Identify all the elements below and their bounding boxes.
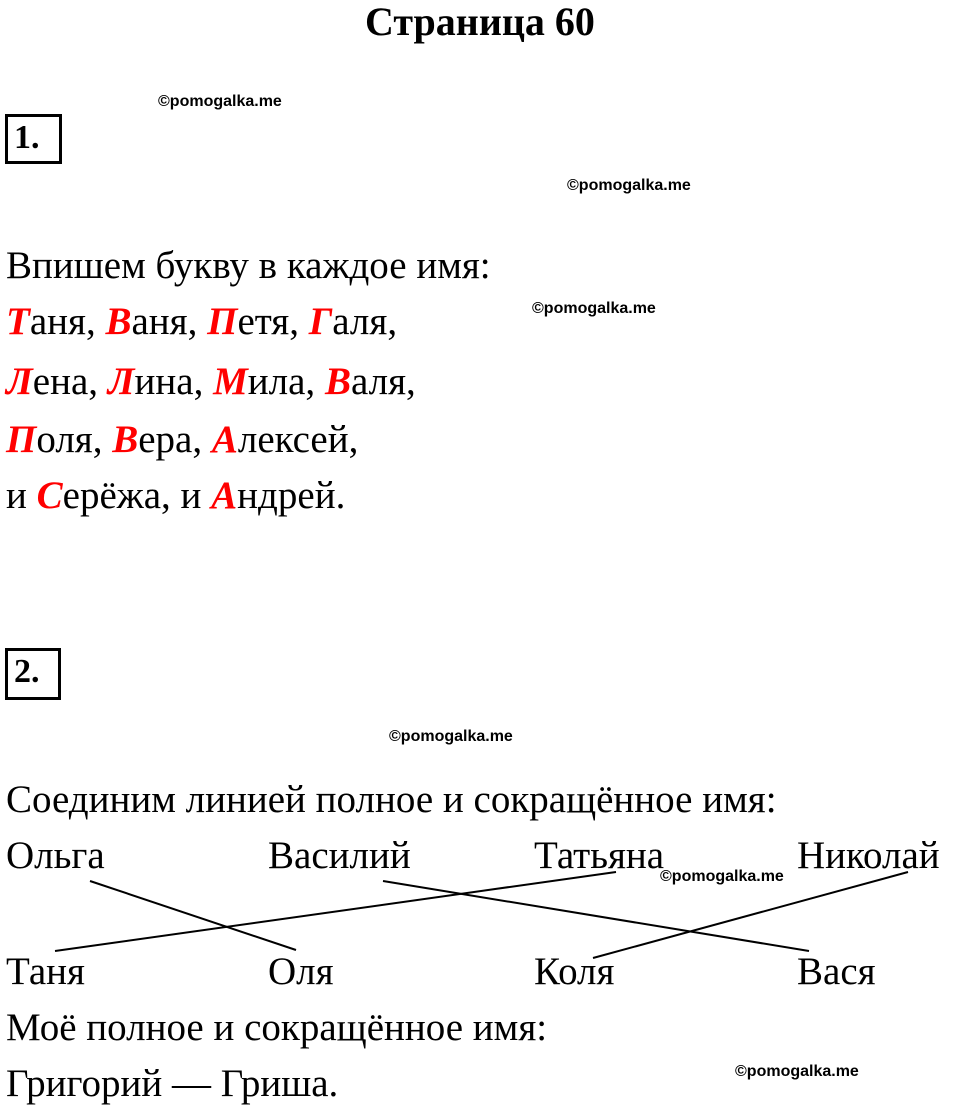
inserted-letter: М (213, 360, 248, 403)
inserted-letter: А (211, 418, 238, 461)
name-rest: етя, (237, 300, 309, 343)
full-name-olga: Ольга (6, 834, 105, 877)
full-name-nikolay: Николай (797, 834, 940, 877)
short-name-tanya: Таня (6, 950, 85, 993)
name-rest: лексей, (237, 418, 359, 461)
inserted-letter: Г (308, 300, 333, 343)
watermark: ©pomogalka.me (567, 177, 691, 194)
line-olga-olya (90, 881, 296, 950)
watermark: ©pomogalka.me (660, 868, 784, 885)
task1-intro: Впишем букву в каждое имя: (6, 244, 491, 287)
inserted-letter: А (211, 474, 238, 517)
conjunction: и (180, 474, 212, 517)
name-rest: ерёжа, (62, 474, 181, 517)
inserted-letter: Л (107, 360, 135, 403)
task2-intro: Соединим линией полное и сокращённое имя: (6, 778, 777, 821)
name-rest: ера, (138, 418, 212, 461)
inserted-letter: Л (6, 360, 33, 403)
short-name-kolya: Коля (534, 950, 615, 993)
watermark: ©pomogalka.me (389, 728, 513, 745)
task-number-2: 2. (5, 648, 61, 700)
name-rest: аля, (332, 300, 398, 343)
watermark: ©pomogalka.me (532, 300, 656, 317)
line-nikolay-kolya (593, 872, 908, 958)
inserted-letter: П (6, 418, 37, 461)
inserted-letter: В (112, 418, 139, 461)
name-rest: аня, (131, 300, 208, 343)
full-name-vasily: Василий (268, 834, 411, 877)
name-rest: ндрей. (237, 474, 346, 517)
own-name-label: Моё полное и сокращённое имя: (6, 1006, 548, 1049)
short-name-vasya: Вася (797, 950, 876, 993)
task-number-1: 1. (5, 114, 62, 164)
name-rest: ила, (247, 360, 325, 403)
conjunction: и (6, 474, 37, 517)
own-name-answer: Григорий — Гриша. (6, 1062, 339, 1105)
full-name-tatyana: Татьяна (534, 834, 665, 877)
inserted-letter: С (36, 474, 63, 517)
inserted-letter: В (105, 300, 132, 343)
short-name-olya: Оля (268, 950, 334, 993)
watermark: ©pomogalka.me (735, 1063, 859, 1080)
watermark: ©pomogalka.me (158, 93, 282, 110)
name-rest: оля, (36, 418, 113, 461)
name-rest: аня, (29, 300, 106, 343)
name-rest: ена, (32, 360, 108, 403)
line-tatyana-tanya (55, 872, 616, 951)
page-title: Страница 60 (365, 0, 595, 44)
inserted-letter: В (324, 360, 351, 403)
inserted-letter: П (207, 300, 238, 343)
name-rest: аля, (350, 360, 416, 403)
name-rest: ина, (134, 360, 214, 403)
inserted-letter: Т (6, 300, 30, 343)
